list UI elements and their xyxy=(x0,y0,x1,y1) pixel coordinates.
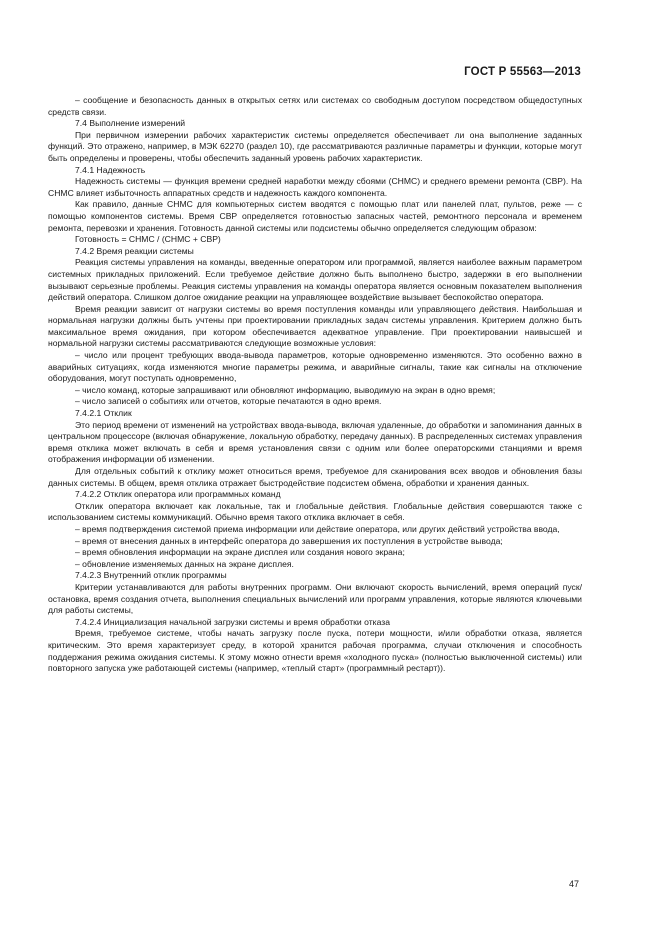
list-item: – число записей о событиях или отчетов, которые печатаются в одно время. xyxy=(75,396,382,407)
body-paragraph: Время, требуемое системе, чтобы начать загрузку после пуска, потери мощности, и/или обработки отказа, является критическим. Это время характеризует среду, в которой хранится рабочая программа, случаи отключения и способность поддержания режима ожидания системы. К этому можно отнести время «холодного пуска» (полностью выключенной системы) или повторного запуска уже работающей системы (например, «теплый старт» (программный рестарт)). xyxy=(48,628,582,674)
body-paragraph: Как правило, данные СНМС для компьютерных систем вводятся с помощью плат или панелей плат, пультов, реже — с помощью компонентов системы. Время СВР определяется готовностью запасных частей, ремонтного персонала и временем ремонта, перевозки и хранения. Готовность данной системы или подсистемы обычно определяется следующим образом: xyxy=(48,199,582,233)
list-item: – сообщение и безопасность данных в открытых сетях или системах со свободным доступом посредством общедоступных средств связи. xyxy=(48,95,582,117)
formula: Готовность = СНМС / (СНМС + СВР) xyxy=(75,234,221,245)
document-header: ГОСТ Р 55563—2013 xyxy=(464,66,581,78)
document-body xyxy=(48,95,582,675)
section-heading: 7.4.2 Время реакции системы xyxy=(75,245,194,256)
body-paragraph: При первичном измерении рабочих характеристик системы определяется обеспечивает ли она выполнение заданных функций. Это отражено, например, в МЭК 62270 (раздел 10), где рассматриваются различные параметры и функции, которые могут быть определены и проверены, чтобы обеспечить заданный уровень рабочих характеристик. xyxy=(48,129,582,163)
page-number: 47 xyxy=(568,879,579,889)
list-item: – число команд, которые запрашивают или обновляют информацию, выводимую на экран в одно время; xyxy=(75,384,496,395)
body-paragraph: Это период времени от изменений на устройствах ввода-вывода, включая удаленные, до обработки и запоминания данных в центральном процессоре (включая обнаружение, локальную обработку, передачу данных). В распределенных системах управления время отклика может включать в себя и время установления связи с одним или более операторскими станциями и время отображения информации об изменении. xyxy=(48,419,582,465)
list-item: – время подтверждения системой приема информации или действие оператора, или других действий устройства ввода, xyxy=(75,523,560,534)
body-paragraph: Реакция системы управления на команды, введенные оператором или программой, является наиболее важным параметром системных прикладных приложений. Если требуемое действие должно быть выполнено быстро, задержки в его выполнении вызывают серьезные проблемы. Реакция системы управления на команды оператора является основным показателем выполнения действий оператора. Слишком долгое ожидание реакции на управляющее воздействие вызывает беспокойство оператора. xyxy=(48,257,582,303)
body-paragraph: Надежность системы — функция времени средней наработки между сбоями (СНМС) и среднего времени ремонта (СВР). На СНМС влияет избыточность аппаратных средств и надежность каждого компонента. xyxy=(48,176,582,198)
body-paragraph: Отклик оператора включает как локальные, так и глобальные действия. Глобальные действия совершаются также с использованием системы коммуникаций. Обычно время такого отклика включает в себя. xyxy=(48,500,582,523)
section-heading: 7.4.2.4 Инициализация начальной загрузки системы и время обработки отказа xyxy=(75,616,390,627)
section-heading: 7.4 Выполнение измерений xyxy=(75,118,186,129)
section-heading: 7.4.2.3 Внутренний отклик программы xyxy=(75,570,227,581)
list-item: – число или процент требующих ввода-вывода параметров, которые одновременно изменяются. Это особенно важно в аварийных ситуациях, когда изменяются многие параметры режима, и аварийные сигналы, такие как сигналы на отключение оборудования, могут поступать одновременно, xyxy=(48,350,582,384)
body-paragraph: Для отдельных событий к отклику может относиться время, требуемое для сканирования всех вводов и обновления базы данных системы. В общем, время отклика отражает быстродействие подсистем обмена, обработки и хранения данных. xyxy=(48,466,582,488)
section-heading: 7.4.2.2 Отклик оператора или программных команд xyxy=(75,489,281,500)
body-paragraph: Время реакции зависит от нагрузки системы во время поступления команды или управляющего действия. Наибольшая и нормальная нагрузки должны быть учтены при проектировании прикладных задач системы управления. Критерием должно быть максимальное время ожидания, при котором обеспечивается адекватное управление. При проектировании наивысшей и нормальной нагрузки системы рассматриваются следующие возможные условия: xyxy=(48,303,582,349)
section-heading: 7.4.1 Надежность xyxy=(75,164,146,175)
section-heading: 7.4.2.1 Отклик xyxy=(75,408,132,419)
list-item: – время обновления информации на экране дисплея или создания нового экрана; xyxy=(75,547,405,558)
list-item: – время от внесения данных в интерфейс оператора до завершения их поступления в устройстве вывода; xyxy=(75,535,503,546)
list-item: – обновление изменяемых данных на экране дисплея. xyxy=(75,558,294,569)
body-paragraph: Критерии устанавливаются для работы внутренних программ. Они включают скорость вычислений, время операций пуск/остановка, время создания отчета, выполнения специальных вычислений или программ управления, которые являются ключевыми для работы системы, xyxy=(48,581,582,616)
